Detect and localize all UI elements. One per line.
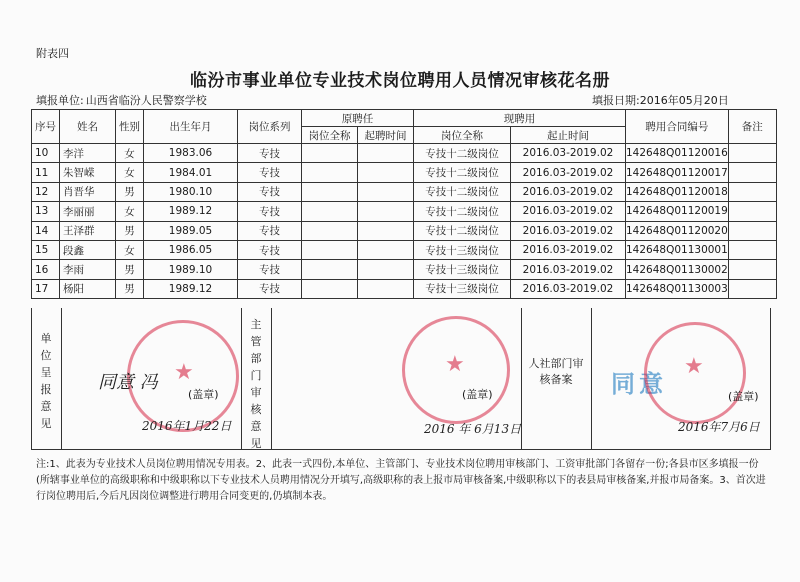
cell-birth: 1980.10 (144, 182, 238, 201)
header-name: 姓名 (60, 110, 116, 144)
header-birth: 出生年月 (144, 110, 238, 144)
cell-name: 王泽群 (60, 221, 116, 240)
cell-remark (728, 182, 776, 201)
reporting-unit-value: 山西省临汾人民警察学校 (85, 94, 207, 107)
hr-date: 2016年7月6日 (678, 420, 760, 434)
cell-contract: 142648Q01120016 (626, 144, 729, 163)
cell-period: 2016.03-2019.02 (511, 163, 626, 182)
table-row (32, 221, 777, 240)
divider (271, 308, 272, 449)
footnote: 注:1、此表为专业技术人员岗位聘用情况专用表。2、此表一式四份,本单位、主管部门、专业技术岗位聘用审核部门、工资审批部门各留存一份;各县市区多填报一份(所辖事业单位的高级职称和中级职称以下专业技术人员聘用情况分开填写,高级职称的表上报市局审核备案,中级职称以下的表县局审核备案,并报市局备案。3、首次进行岗位聘用后,今后凡因岗位调整进行聘用合同变更的,仍填制本表。 (36, 459, 766, 502)
cell-name: 李丽丽 (60, 202, 116, 221)
cell-gender: 男 (116, 260, 144, 279)
cell-name: 朱智嵘 (60, 163, 116, 182)
cell-seq: 17 (32, 279, 60, 298)
table-row (32, 202, 777, 221)
cell-orig-start (358, 221, 414, 240)
cell-orig-start (358, 279, 414, 298)
header-series: 岗位系列 (238, 110, 302, 144)
cell-cur-post: 专技十二级岗位 (414, 221, 511, 240)
divider (61, 308, 62, 449)
divider (241, 308, 242, 449)
cell-seq: 12 (32, 182, 60, 201)
cell-contract: 142648Q01120019 (626, 202, 729, 221)
cell-contract: 142648Q01120017 (626, 163, 729, 182)
cell-contract: 142648Q01120018 (626, 182, 729, 201)
header-orig-post: 岗位全称 (302, 127, 358, 144)
roster-table (31, 109, 777, 299)
reporting-unit-label: 填报单位: (36, 94, 84, 107)
table-row (32, 163, 777, 182)
reporting-date-label: 填报日期: (592, 94, 640, 107)
cell-cur-post: 专技十三级岗位 (414, 279, 511, 298)
cell-period: 2016.03-2019.02 (511, 221, 626, 240)
cell-birth: 1989.05 (144, 221, 238, 240)
cell-birth: 1986.05 (144, 240, 238, 259)
cell-birth: 1983.06 (144, 144, 238, 163)
cell-period: 2016.03-2019.02 (511, 144, 626, 163)
cell-seq: 13 (32, 202, 60, 221)
cell-series: 专技 (238, 202, 302, 221)
reporting-date (592, 92, 729, 108)
dept-seal-label: (盖章) (462, 388, 493, 401)
reporting-date-value: 2016年05月20日 (639, 94, 729, 107)
table-row (32, 260, 777, 279)
cell-gender: 女 (116, 144, 144, 163)
cell-series: 专技 (238, 221, 302, 240)
cell-contract: 142648Q01130003 (626, 279, 729, 298)
approval-section (31, 308, 771, 450)
cell-remark (728, 260, 776, 279)
cell-birth: 1989.10 (144, 260, 238, 279)
cell-cur-post: 专技十二级岗位 (414, 182, 511, 201)
cell-period: 2016.03-2019.02 (511, 202, 626, 221)
cell-remark (728, 221, 776, 240)
cell-remark (728, 279, 776, 298)
appendix-label: 附表四 (36, 47, 69, 60)
cell-cur-post: 专技十三级岗位 (414, 260, 511, 279)
cell-seq: 16 (32, 260, 60, 279)
cell-gender: 男 (116, 279, 144, 298)
cell-birth: 1989.12 (144, 202, 238, 221)
cell-remark (728, 240, 776, 259)
cell-contract: 142648Q01120020 (626, 221, 729, 240)
cell-seq: 14 (32, 221, 60, 240)
cell-orig-start (358, 144, 414, 163)
cell-series: 专技 (238, 144, 302, 163)
cell-birth: 1989.12 (144, 279, 238, 298)
header-current: 现聘用 (414, 110, 626, 127)
cell-name: 段鑫 (60, 240, 116, 259)
table-row (32, 144, 777, 163)
cell-seq: 15 (32, 240, 60, 259)
cell-orig-post (302, 163, 358, 182)
unit-signature: 同意 冯 (98, 372, 158, 393)
table-row (32, 240, 777, 259)
seal-star-icon: ★ (684, 354, 704, 379)
cell-name: 李洋 (60, 144, 116, 163)
table-row (32, 182, 777, 201)
table-row (32, 279, 777, 298)
cell-cur-post: 专技十二级岗位 (414, 163, 511, 182)
cell-contract: 142648Q01130001 (626, 240, 729, 259)
cell-period: 2016.03-2019.02 (511, 279, 626, 298)
cell-orig-start (358, 163, 414, 182)
unit-date: 2016年1月22日 (142, 419, 232, 433)
cell-series: 专技 (238, 163, 302, 182)
cell-cur-post: 专技十二级岗位 (414, 144, 511, 163)
cell-series: 专技 (238, 182, 302, 201)
divider (591, 308, 592, 449)
hr-approval-text: 同意 (611, 370, 667, 398)
header-orig-start: 起聘时间 (358, 127, 414, 144)
page-title: 临汾市事业单位专业技术岗位聘用人员情况审核花名册 (190, 71, 610, 91)
cell-orig-post (302, 202, 358, 221)
hr-review-label: 人社部门审核备案 (528, 357, 584, 386)
cell-period: 2016.03-2019.02 (511, 260, 626, 279)
cell-orig-post (302, 182, 358, 201)
cell-cur-post: 专技十三级岗位 (414, 240, 511, 259)
cell-name: 李雨 (60, 260, 116, 279)
cell-orig-post (302, 221, 358, 240)
cell-name: 肖晋华 (60, 182, 116, 201)
cell-gender: 女 (116, 240, 144, 259)
header-seq: 序号 (32, 110, 60, 144)
dept-opinion-label: 主管部门审核意见 (250, 318, 262, 450)
cell-orig-post (302, 144, 358, 163)
reporting-unit (36, 92, 207, 108)
cell-period: 2016.03-2019.02 (511, 182, 626, 201)
cell-orig-post (302, 260, 358, 279)
unit-seal-label: (盖章) (188, 388, 219, 401)
cell-series: 专技 (238, 240, 302, 259)
cell-seq: 10 (32, 144, 60, 163)
divider (521, 308, 522, 449)
cell-series: 专技 (238, 260, 302, 279)
cell-orig-start (358, 202, 414, 221)
header-remark: 备注 (728, 110, 776, 144)
header-gender: 性别 (116, 110, 144, 144)
cell-orig-start (358, 260, 414, 279)
seal-star-icon: ★ (174, 360, 194, 385)
header-original: 原聘任 (302, 110, 414, 127)
cell-seq: 11 (32, 163, 60, 182)
header-contract: 聘用合同编号 (626, 110, 729, 144)
hr-seal-label: (盖章) (728, 390, 759, 403)
seal-star-icon: ★ (445, 352, 465, 377)
cell-remark (728, 202, 776, 221)
cell-orig-post (302, 240, 358, 259)
cell-name: 杨阳 (60, 279, 116, 298)
cell-gender: 女 (116, 163, 144, 182)
cell-gender: 女 (116, 202, 144, 221)
cell-series: 专技 (238, 279, 302, 298)
unit-opinion-label: 单位呈报意见 (40, 332, 52, 430)
cell-remark (728, 163, 776, 182)
cell-gender: 男 (116, 182, 144, 201)
header-cur-post: 岗位全称 (414, 127, 511, 144)
cell-orig-post (302, 279, 358, 298)
cell-birth: 1984.01 (144, 163, 238, 182)
dept-date: 2016 年 6月13日 (424, 422, 522, 436)
cell-contract: 142648Q01130002 (626, 260, 729, 279)
cell-period: 2016.03-2019.02 (511, 240, 626, 259)
header-cur-period: 起止时间 (511, 127, 626, 144)
cell-remark (728, 144, 776, 163)
cell-orig-start (358, 240, 414, 259)
cell-orig-start (358, 182, 414, 201)
cell-cur-post: 专技十二级岗位 (414, 202, 511, 221)
cell-gender: 男 (116, 221, 144, 240)
